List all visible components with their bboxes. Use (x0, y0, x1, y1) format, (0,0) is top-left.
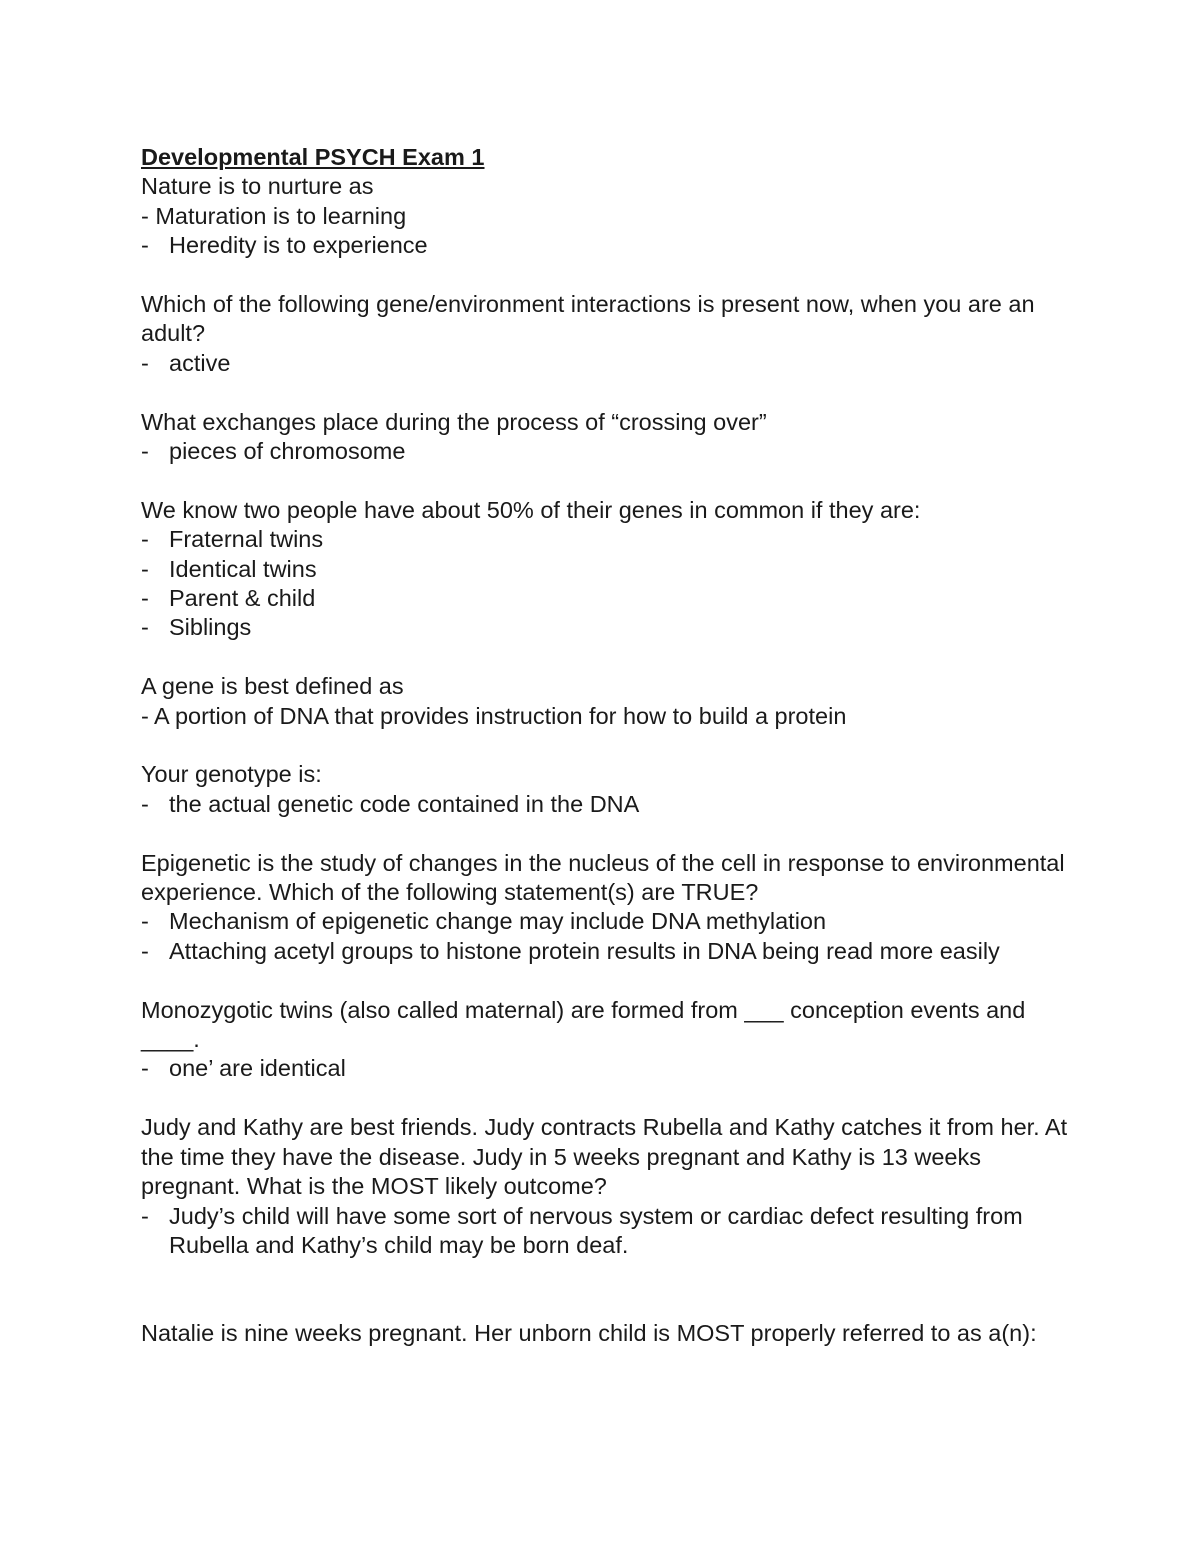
document-title: Developmental PSYCH Exam 1 (141, 144, 485, 170)
answer-item: - Parent & child (141, 584, 1071, 613)
question-block-5 (141, 760, 1071, 819)
document-page (141, 143, 1071, 1378)
answer-item: - Mechanism of epigenetic change may include DNA methylation (141, 907, 1071, 936)
question-block-2 (141, 408, 1071, 467)
question-text: Nature is to nurture as (141, 173, 374, 200)
question-text: What exchanges place during the process of “crossing over” (141, 408, 767, 435)
question-text: We know two people have about 50% of their genes in common if they are: (141, 496, 921, 523)
answer-item: - Attaching acetyl groups to histone protein results in DNA being read more easily (141, 937, 1071, 966)
question-block-9 (141, 1319, 1071, 1348)
answer-text: - Maturation is to learning (141, 202, 407, 229)
answer-item: - active (141, 349, 1071, 378)
answer-list (141, 907, 1071, 966)
answer-list (141, 525, 1071, 643)
intro-block (141, 172, 1071, 260)
answer-list (141, 231, 1071, 260)
question-text: A gene is best defined as (141, 673, 404, 700)
answer-item: - Identical twins (141, 555, 1071, 584)
answer-text: - A portion of DNA that provides instruction for how to build a protein (141, 702, 847, 729)
answer-list (141, 790, 1071, 819)
answer-item: - Fraternal twins (141, 525, 1071, 554)
question-text: Natalie is nine weeks pregnant. Her unborn child is MOST properly referred to as a(n): (141, 1320, 1037, 1347)
answer-list (141, 1202, 1071, 1261)
answer-item: - the actual genetic code contained in the DNA (141, 790, 1071, 819)
answer-item: - Judy’s child will have some sort of nervous system or cardiac defect resulting from Rubella and Kathy’s child may be born deaf. (141, 1202, 1071, 1261)
question-text: Your genotype is: (141, 761, 322, 788)
question-block-1 (141, 290, 1071, 378)
question-text: Judy and Kathy are best friends. Judy contracts Rubella and Kathy catches it from her. At the time they have the disease. Judy in 5 weeks pregnant and Kathy is 13 weeks pregnant. What is the MOST likely outcome? (141, 1114, 1068, 1200)
question-block-3 (141, 496, 1071, 643)
answer-list (141, 437, 1071, 466)
answer-item: - Siblings (141, 613, 1071, 642)
answer-item: - one’ are identical (141, 1054, 1071, 1083)
question-block-7 (141, 996, 1071, 1084)
question-text: Which of the following gene/environment interactions is present now, when you are an adult? (141, 291, 1035, 347)
question-block-4 (141, 672, 1071, 731)
answer-item: - Heredity is to experience (141, 231, 1071, 260)
answer-item: - pieces of chromosome (141, 437, 1071, 466)
answer-list (141, 1054, 1071, 1083)
question-block-8 (141, 1113, 1071, 1260)
question-text: Epigenetic is the study of changes in the nucleus of the cell in response to environmental experience. Which of the following statement(s) are TRUE? (141, 849, 1065, 906)
answer-list (141, 349, 1071, 378)
question-block-6 (141, 849, 1071, 967)
question-text: Monozygotic twins (also called maternal) are formed from ___ conception events and ____. (141, 996, 1026, 1053)
